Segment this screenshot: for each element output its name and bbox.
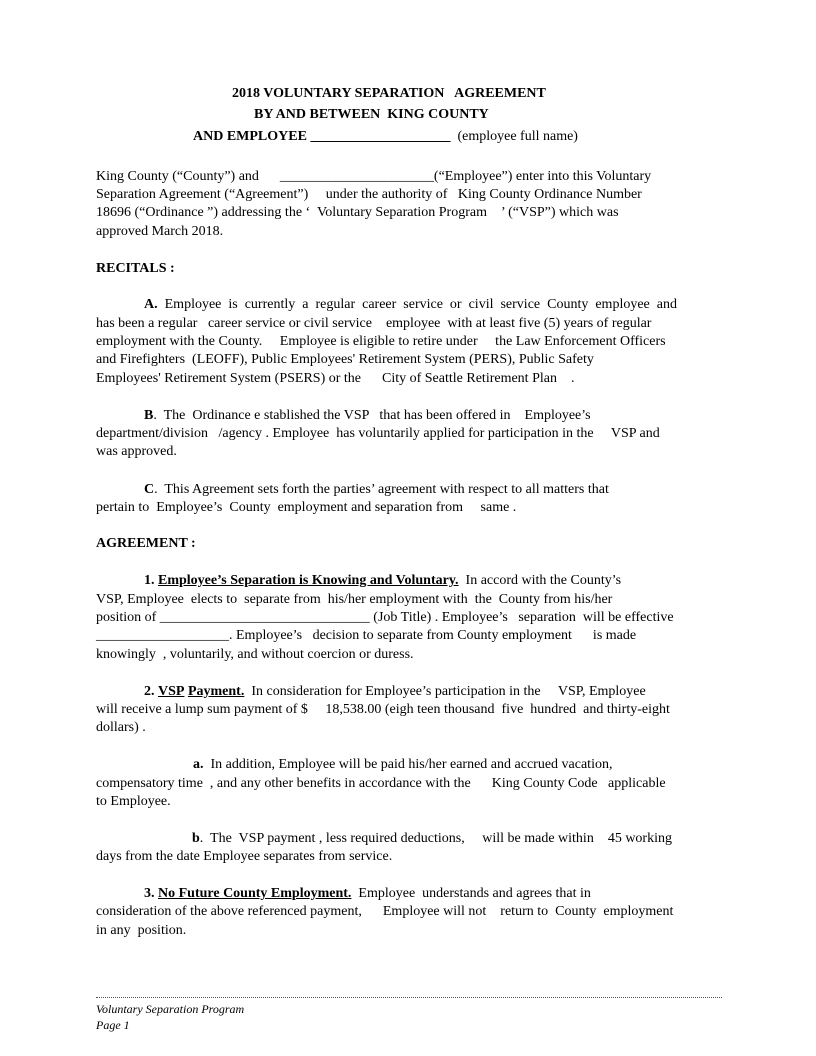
recital-a-line: has been a regular career service or civil service employee with at least five (5) years of regular (96, 316, 652, 331)
intro-line: King County (“County”) and ______________________(“Employee”) enter into this Voluntary (96, 169, 652, 184)
intro-line: approved March 2018. (96, 224, 224, 239)
section-1-line: 1. Employee’s Separation is Knowing and Voluntary. In accord with the County’s (144, 573, 622, 588)
title-line-2: BY AND BETWEEN KING COUNTY (254, 107, 489, 122)
section-2-line: 2. VSP Payment. In consideration for Employee’s participation in the VSP, Employee (144, 684, 646, 699)
title-line-1: 2018 VOLUNTARY SEPARATION AGREEMENT (232, 86, 546, 101)
recital-a-line: A. Employee is currently a regular career service or civil service County employee and (144, 297, 677, 312)
section-2-number: 2. (144, 684, 155, 699)
sub-a-label: a. (193, 757, 204, 772)
section-1-number: 1. (144, 573, 155, 588)
section-1-line: VSP, Employee elects to separate from his/her employment with the County from his/her (96, 592, 613, 607)
intro-line: Separation Agreement (“Agreement”) under the authority of King County Ordinance Number (96, 187, 642, 202)
section-1-line: ___________________. Employee’s decision to separate from County employment is made (96, 628, 637, 643)
section-3-line: 3. No Future County Employment. Employee understands and agrees that in (144, 886, 591, 901)
title-line-3 (193, 128, 578, 146)
section-3-line: consideration of the above referenced payment, Employee will not return to County employment (96, 904, 674, 919)
sub-a-line: to Employee. (96, 794, 171, 809)
recital-c-line: pertain to Employee’s County employment and separation from same . (96, 500, 517, 515)
recital-b-line: B. The Ordinance e stablished the VSP that has been offered in Employee’s (144, 408, 591, 423)
sub-b-line: b. The VSP payment , less required deductions, will be made within 45 working (192, 831, 672, 846)
intro-line: 18696 (“Ordinance ”) addressing the ‘ Voluntary Separation Program ’ (“VSP”) which was (96, 205, 619, 220)
section-1-line: position of ______________________________ (Job Title) . Employee’s separation will be effective (96, 610, 674, 625)
title-employee-blank: AND EMPLOYEE ____________________ (193, 129, 451, 144)
section-2-heading-payment: Payment. (187, 684, 245, 699)
footer-page-number: Page 1 (96, 1018, 130, 1032)
recital-a-line: employment with the County. Employee is eligible to retire under the Law Enforcement Officers (96, 334, 666, 349)
section-3-heading: No Future County Employment. (158, 886, 352, 901)
recital-a-line: Employees' Retirement System (PSERS) or the City of Seattle Retirement Plan . (96, 371, 575, 386)
sub-a-line: compensatory time , and any other benefits in accordance with the King County Code applicable (96, 776, 666, 791)
sub-a-line: a. In addition, Employee will be paid his/her earned and accrued vacation, (193, 757, 613, 772)
section-2-line: dollars) . (96, 720, 146, 735)
title-employee-note: (employee full name) (450, 129, 578, 144)
recital-c-label: C (144, 482, 155, 497)
footer-divider (96, 997, 722, 998)
footer-program: Voluntary Separation Program (96, 1002, 245, 1016)
section-3-number: 3. (144, 886, 155, 901)
section-2-line: will receive a lump sum payment of $ 18,538.00 (eigh teen thousand five hundred and thirty-eight (96, 702, 670, 717)
section-1-line: knowingly , voluntarily, and without coercion or duress. (96, 647, 414, 662)
sub-b-label: b (192, 831, 200, 846)
recitals-heading: RECITALS : (96, 261, 175, 276)
recital-a-label: A. (144, 297, 158, 312)
recital-b-line: department/division /agency . Employee has voluntarily applied for participation in the VSP and (96, 426, 660, 441)
recital-a-line: and Firefighters (LEOFF), Public Employees' Retirement System (PERS), Public Safety (96, 352, 594, 367)
section-2-heading-vsp: VSP (158, 684, 185, 699)
recital-c-line: C. This Agreement sets forth the parties’ agreement with respect to all matters that (144, 482, 609, 497)
sub-b-line: days from the date Employee separates from service. (96, 849, 393, 864)
section-1-heading: Employee’s Separation is Knowing and Voluntary. (158, 573, 459, 588)
recital-b-line: was approved. (96, 444, 177, 459)
section-3-line: in any position. (96, 923, 187, 938)
recital-b-label: B (144, 408, 154, 423)
agreement-heading: AGREEMENT : (96, 536, 196, 551)
